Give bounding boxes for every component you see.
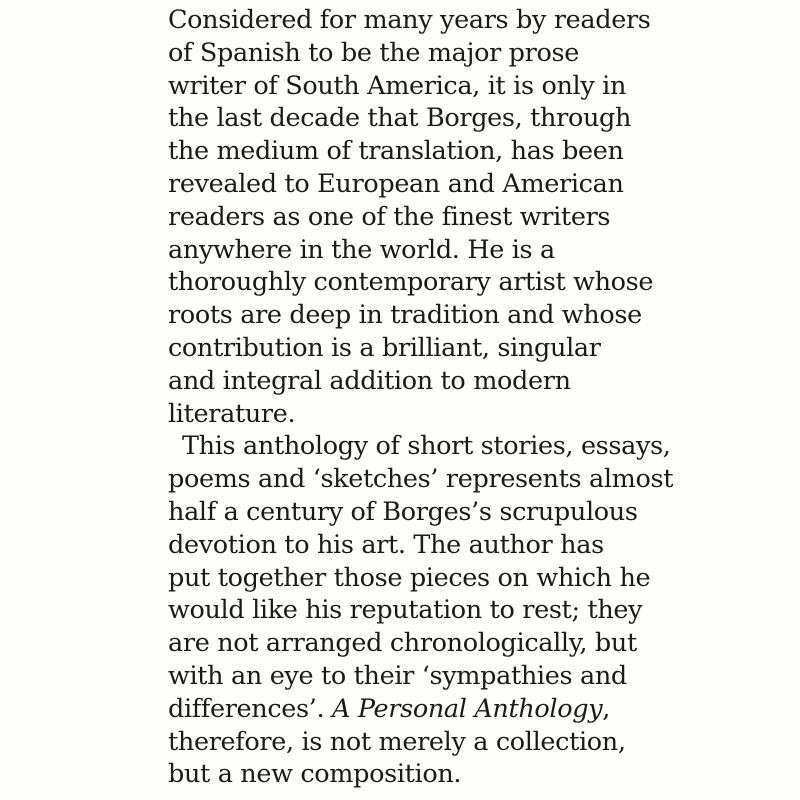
text-line: with an eye to their ‘sympathies and <box>168 660 627 691</box>
text-line: but a new composition. <box>168 759 462 790</box>
text-line: readers as one of the finest writers <box>168 201 611 232</box>
text-line: poems and ‘sketches’ represents almost <box>168 464 674 495</box>
text-line: roots are deep in tradition and whose <box>168 300 642 331</box>
book-title: A Personal Anthology <box>332 693 603 724</box>
text-line: This anthology of short stories, essays, <box>182 431 671 462</box>
blurb-text <box>168 4 674 791</box>
text-fragment: differences’. <box>168 693 333 724</box>
text-line: therefore, is not merely a collection, <box>168 726 626 757</box>
text-line: thoroughly contemporary artist whose <box>168 267 654 298</box>
text-line: half a century of Borges’s scrupulous <box>168 496 638 527</box>
text-line: would like his reputation to rest; they <box>168 595 643 626</box>
text-line: are not arranged chronologically, but <box>168 628 637 659</box>
text-line: writer of South America, it is only in <box>168 70 627 101</box>
text-line: Considered for many years by readers <box>168 5 651 35</box>
text-fragment: , <box>602 693 611 724</box>
paragraph-2 <box>168 430 674 791</box>
text-line: the last decade that Borges, through <box>168 103 632 134</box>
text-line: anywhere in the world. He is a <box>168 234 555 265</box>
text-line: literature. <box>168 398 296 429</box>
text-line: of Spanish to be the major prose <box>168 37 579 68</box>
text-line-with-title <box>168 693 638 726</box>
paragraph-1 <box>168 4 654 430</box>
text-line: put together those pieces on which he <box>168 562 651 593</box>
text-line: devotion to his art. The author has <box>168 529 604 560</box>
text-line: contribution is a brilliant, singular <box>168 332 601 363</box>
text-line: the medium of translation, has been <box>168 136 624 167</box>
text-line: and integral addition to modern <box>168 365 571 396</box>
text-line: revealed to European and American <box>168 168 624 199</box>
